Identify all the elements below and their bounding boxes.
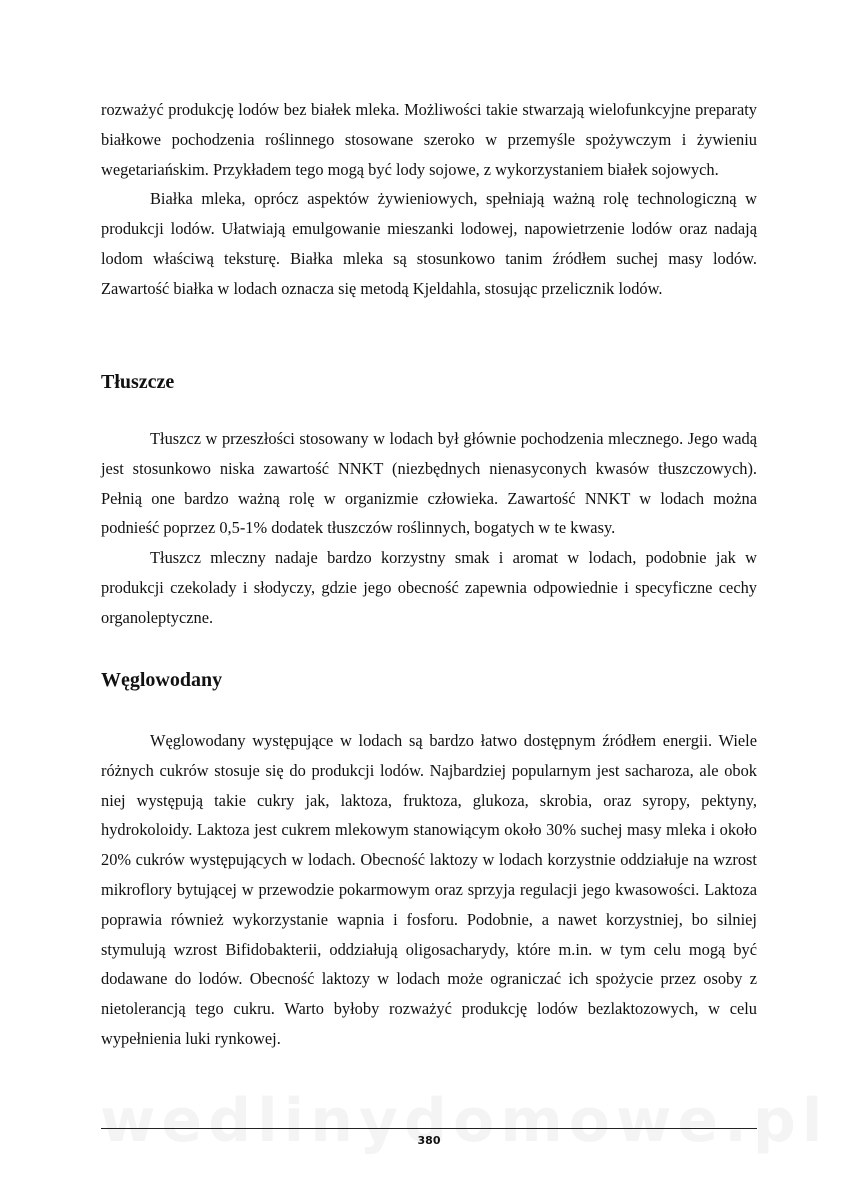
text-block-fats xyxy=(101,424,757,633)
footer-divider xyxy=(101,1128,757,1129)
text-block-proteins xyxy=(101,95,757,304)
text-block-carbohydrates xyxy=(101,726,757,1054)
page-number: 380 xyxy=(417,1134,441,1147)
paragraph: Tłuszcz w przeszłości stosowany w lodach był głównie pochodzenia mlecznego. Jego wadą jest stosunkowo niska zawartość NNKT (niezbędnych nienasyconych kwasów tłuszczowych). Pełnią one bardzo ważną rolę w organizmie człowieka. Zawartość NNKT w lodach można podnieść poprzez 0,5-1% dodatek tłuszczów roślinnych, bogatych w te kwasy. xyxy=(101,429,757,538)
paragraph: rozważyć produkcję lodów bez białek mleka. Możliwości takie stwarzają wielofunkcyjne preparaty białkowe pochodzenia roślinnego stosowane szeroko w przemyśle spożywczym i żywieniu wegetariańskim. Przykładem tego mogą być lody sojowe, z wykorzystaniem białek sojowych. xyxy=(101,100,757,179)
paragraph: Węglowodany występujące w lodach są bardzo łatwo dostępnym źródłem energii. Wiele różnych cukrów stosuje się do produkcji lodów. Najbardziej popularnym jest sacharoza, ale obok niej występują takie cukry jak, laktoza, fruktoza, glukoza, skrobia, oraz syropy, pektyny, hydrokoloidy. Laktoza jest cukrem mlekowym stanowiącym około 30% suchej masy mleka i około 20% cukrów występujących w lodach. Obecność laktozy w lodach korzystnie oddziałuje na wzrost mikroflory bytującej w przewodzie pokarmowym oraz sprzyja regulacji jego kwasowości. Laktoza poprawia również wykorzystanie wapnia i fosforu. Podobnie, a nawet korzystniej, bo silniej stymulują wzrost Bifidobakterii, oddziałują oligosacharydy, które m.in. w tym celu mogą być dodawane do lodów. Obecność laktozy w lodach może ograniczać ich spożycie przez osoby z nietolerancją tego cukru. Warto byłoby rozważyć produkcję lodów bezlaktozowych, w celu wypełnienia luki rynkowej. xyxy=(101,731,757,1048)
paragraph: Białka mleka, oprócz aspektów żywieniowych, spełniają ważną rolę technologiczną w produkcji lodów. Ułatwiają emulgowanie mieszanki lodowej, napowietrzenie lodów oraz nadają lodom właściwą teksturę. Białka mleka są stosunkowo tanim źródłem suchej masy lodów. Zawartość białka w lodach oznacza się metodą Kjeldahla, stosując przelicznik lodów. xyxy=(101,189,757,298)
section-heading-carbohydrates: Węglowodany xyxy=(101,669,223,691)
paragraph: Tłuszcz mleczny nadaje bardzo korzystny smak i aromat w lodach, podobnie jak w produkcji czekolady i słodyczy, gdzie jego obecność zapewnia odpowiednie i specyficzne cechy organoleptyczne. xyxy=(101,548,757,627)
section-heading-fats: Tłuszcze xyxy=(101,371,175,393)
